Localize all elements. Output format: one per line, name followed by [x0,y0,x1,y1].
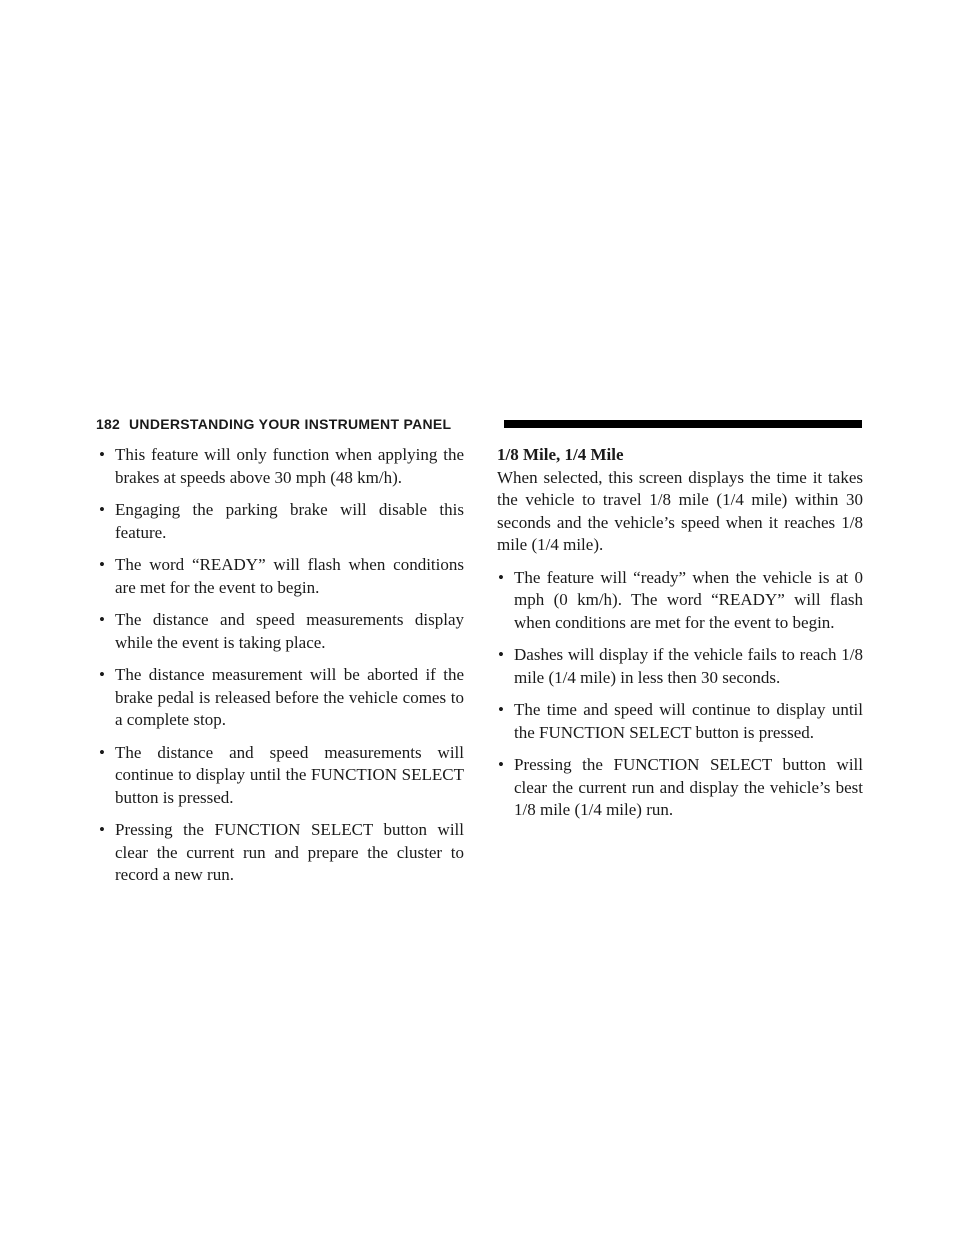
bullet-icon: • [498,700,504,719]
list-item [98,742,464,810]
list-item-text: Engaging the parking brake will disable this feature. [115,500,464,542]
page-header [96,415,862,433]
right-bullet-list [497,567,863,822]
list-item [497,699,863,744]
list-item-text: The word “READY” will flash when conditions are met for the event to begin. [115,555,464,597]
bullet-icon: • [99,610,105,629]
left-bullet-list [98,444,464,887]
list-item-text: The distance and speed measurements display while the event is taking place. [115,610,464,652]
list-item-text: Pressing the FUNCTION SELECT button will clear the current run and prepare the cluster to record a new run. [115,820,464,884]
bullet-icon: • [99,555,105,574]
intro-paragraph: When selected, this screen displays the time it takes the vehicle to travel 1/8 mile (1/4 mile) within 30 seconds and the vehicle’s speed when it reaches 1/8 mile (1/4 mile). [497,467,863,554]
bullet-icon: • [99,742,105,762]
bullet-icon: • [498,567,504,587]
right-column [497,444,863,832]
list-item-text: The feature will “ready” when the vehicle is at 0 mph (0 km/h). The word “READY” will flash when conditions are met for the event to begin. [514,567,863,632]
list-item-text: The distance and speed measurements will continue to display until the FUNCTION SELECT button is pressed. [115,742,464,807]
list-item [98,664,464,732]
list-item [497,644,863,689]
bullet-icon: • [99,500,105,519]
list-item [497,754,863,822]
list-item [98,554,464,599]
list-item-text: This feature will only function when applying the brakes at speeds above 30 mph (48 km/h). [115,445,464,487]
page-number: 182 [96,416,120,432]
list-item-text: The time and speed will continue to display until the FUNCTION SELECT button is pressed. [514,700,863,742]
list-item-text: The distance measurement will be aborted if the brake pedal is released before the vehicle comes to a complete stop. [115,665,464,729]
bullet-icon: • [498,755,504,774]
bullet-icon: • [498,645,504,664]
section-heading: 1/8 Mile, 1/4 Mile [497,445,624,464]
bullet-icon: • [99,820,105,839]
list-item [98,499,464,544]
section-title: UNDERSTANDING YOUR INSTRUMENT PANEL [129,416,452,432]
header-rule [504,420,862,428]
left-column [98,444,464,897]
bullet-icon: • [99,665,105,684]
list-item-text: Dashes will display if the vehicle fails to reach 1/8 mile (1/4 mile) in less then 30 seconds. [514,645,863,687]
list-item-text: Pressing the FUNCTION SELECT button will clear the current run and display the vehicle’s best 1/8 mile (1/4 mile) run. [514,755,863,819]
list-item [98,819,464,887]
list-item [497,567,863,635]
list-item [98,609,464,654]
bullet-icon: • [99,445,105,464]
list-item [98,444,464,489]
